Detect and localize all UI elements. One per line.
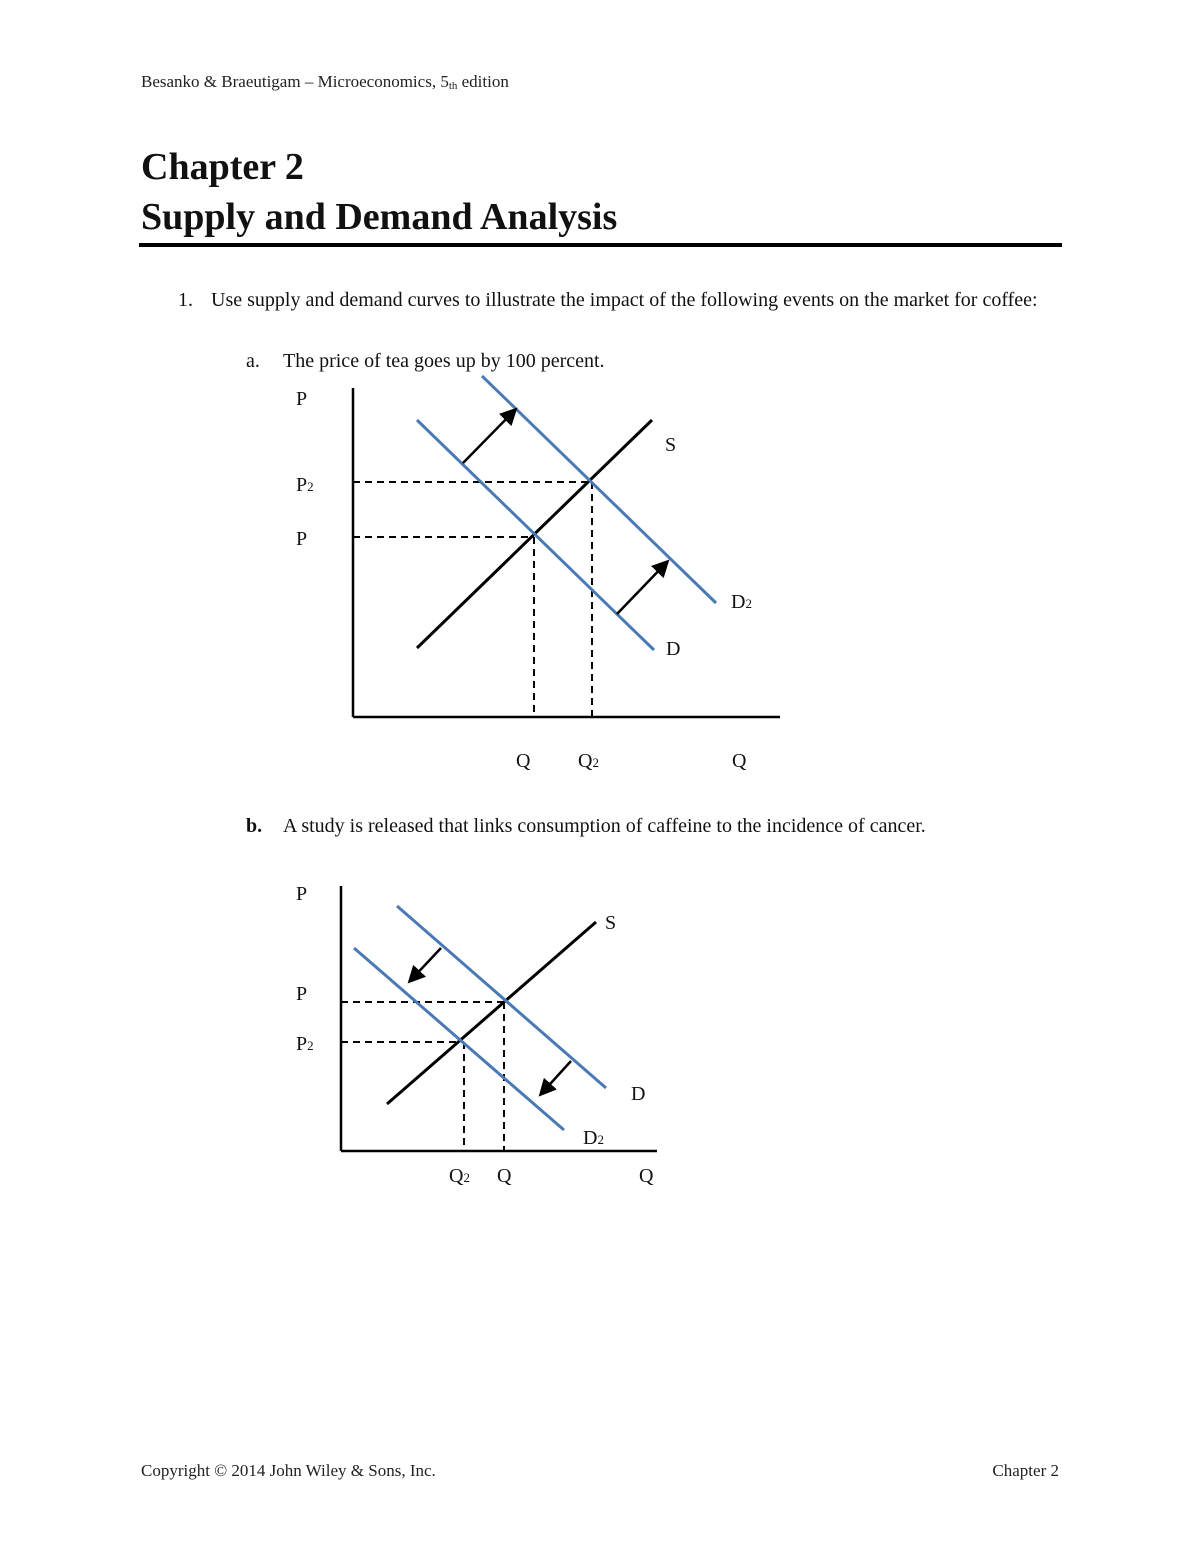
graph-a-p2-sub: 2 <box>307 479 314 494</box>
graph-b-q2-letter: Q <box>449 1165 464 1187</box>
footer-page-label: Chapter 2 <box>992 1461 1059 1480</box>
graph-b-p2-sub: 2 <box>307 1038 314 1053</box>
graph-a-q-label: Q <box>516 750 531 772</box>
chapter-subject: Supply and Demand Analysis <box>141 196 618 238</box>
graph-b-y-axis-label: P <box>296 883 308 905</box>
graph-b-demand-curve <box>397 906 606 1088</box>
graph-b-supply-label: S <box>605 912 617 934</box>
graph-b-supply-curve <box>387 922 596 1104</box>
part-b-letter: b. <box>246 815 263 837</box>
graph-b-demand2-sub: 2 <box>597 1132 604 1147</box>
graph-a-y-axis-label: P <box>296 388 308 410</box>
graph-b-q2-label <box>449 1165 470 1187</box>
running-header-edition-suffix: th <box>448 80 458 92</box>
graph-a-q2-sub: 2 <box>592 755 599 770</box>
graph-a-demand2-letter: D <box>731 591 746 613</box>
footer-copyright: Copyright © 2014 John Wiley & Sons, Inc. <box>141 1461 436 1480</box>
graph-a-p-label: P <box>296 528 308 550</box>
graph-a-demand2-sub: 2 <box>745 596 752 611</box>
graph-a-x-axis-label: Q <box>732 750 747 772</box>
running-header-edition-tail: edition <box>457 72 509 91</box>
graph-b-p2-label <box>296 1033 314 1055</box>
running-header-authors: Besanko & Braeutigam – Microeconomics, 5 <box>141 72 449 91</box>
graph-b-demand2-curve <box>354 948 564 1130</box>
graph-b-demand2-letter: D <box>583 1127 598 1149</box>
graph-b-p-label: P <box>296 983 308 1005</box>
chapter-number: Chapter 2 <box>141 146 304 188</box>
graph-b-p2-letter: P <box>296 1033 308 1055</box>
graph-b-demand-label: D <box>631 1083 646 1105</box>
graph-a-demand-label: D <box>666 638 681 660</box>
graph-b-q-label: Q <box>497 1165 512 1187</box>
graph-b-q2-sub: 2 <box>463 1170 470 1185</box>
graph-b-demand2-label <box>583 1127 604 1149</box>
question-text: Use supply and demand curves to illustrate the impact of the following events on the market for coffee: <box>211 289 1038 311</box>
graph-a-supply-label: S <box>665 434 677 456</box>
graph-b-shift-arrow-lower <box>541 1061 571 1094</box>
graph-a-p2-letter: P <box>296 474 308 496</box>
graph-b-x-axis-label: Q <box>639 1165 654 1187</box>
question-number: 1. <box>178 289 193 311</box>
graph-a-q2-letter: Q <box>578 750 593 772</box>
part-b-text: A study is released that links consumption of caffeine to the incidence of cancer. <box>283 815 926 837</box>
part-a-letter: a. <box>246 350 260 372</box>
part-a-text: The price of tea goes up by 100 percent. <box>283 350 605 372</box>
graph-b-shift-arrow-upper <box>410 948 441 981</box>
